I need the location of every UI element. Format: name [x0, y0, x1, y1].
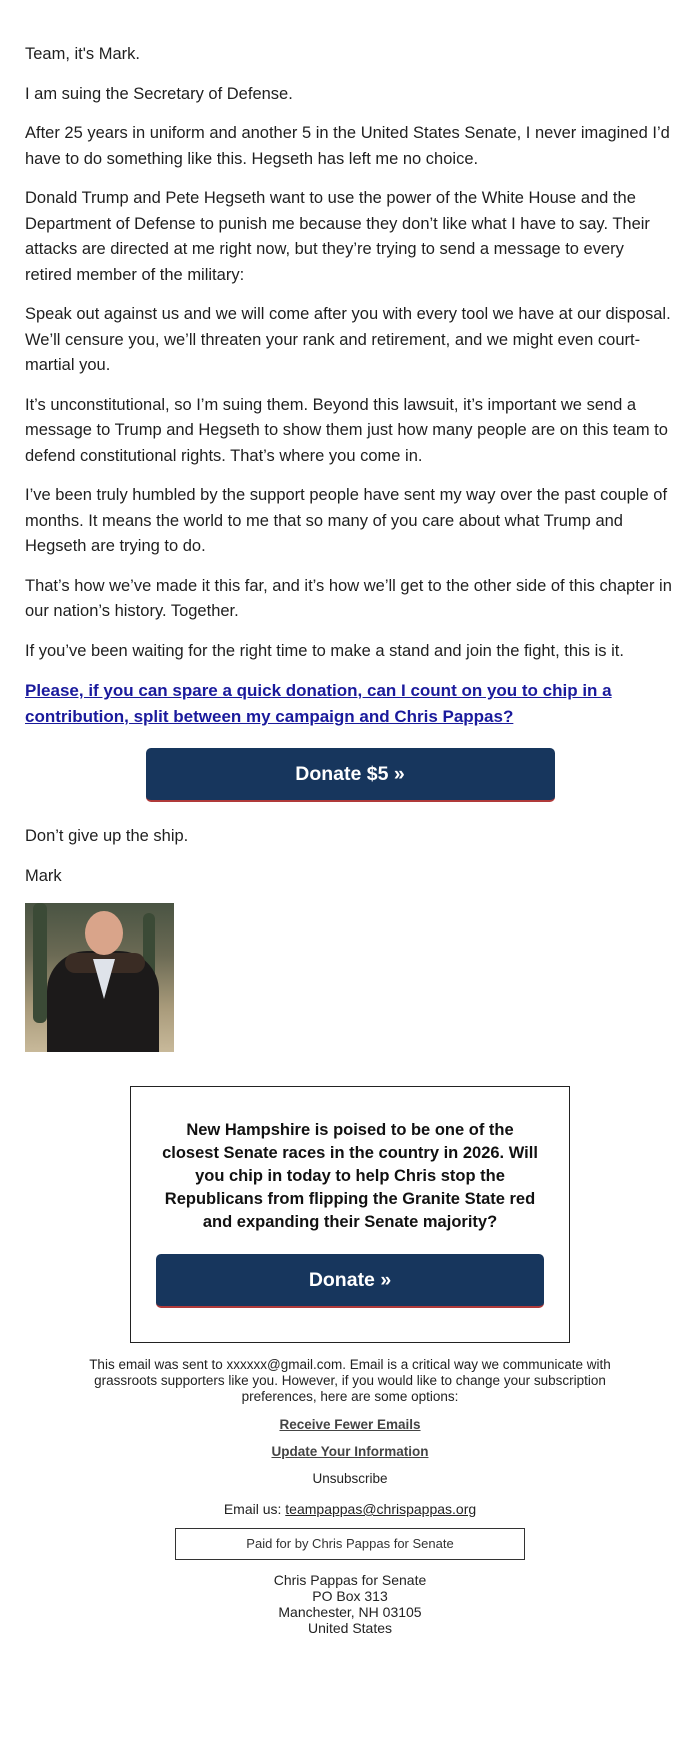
mailing-address: [0, 1572, 700, 1636]
donate-row: [156, 1254, 544, 1308]
email-address-link[interactable]: teampappas@chrispappas.org: [285, 1501, 477, 1517]
address-line: Chris Pappas for Senate: [273, 1572, 427, 1588]
footer-email: [0, 1501, 700, 1517]
footer-notice: This email was sent to xxxxxx@gmail.com. Email is a critical way we communicate with grassroots supporters like you. However, if you would like to change your subscription preferences, here are some options:: [89, 1357, 611, 1404]
donate-button[interactable]: Donate »: [156, 1254, 544, 1308]
paragraph: After 25 years in uniform and another 5 in the United States Senate, I never imagined I’d have to do something like this. Hegseth has left me no choice.: [25, 124, 670, 168]
signoff: Don’t give up the ship.: [25, 827, 189, 845]
paragraph: That’s how we’ve made it this far, and it’s how we’ll get to the other side of this chapter in our nation’s history. Together.: [25, 576, 672, 620]
greeting: Team, it's Mark.: [25, 45, 141, 63]
email-prefix: Email us:: [223, 1501, 286, 1517]
paragraph: I’ve been truly humbled by the support people have sent my way over the past couple of months. It means the world to me that so many of you care about what Trump and Hegseth are trying to do.: [25, 486, 668, 555]
signature-photo: [25, 903, 174, 1052]
donate-5-row: [25, 748, 675, 802]
cactus-shape: [33, 903, 47, 1023]
paragraph: I am suing the Secretary of Defense.: [25, 84, 293, 103]
paragraph: Speak out against us and we will come after you with every tool we have at our disposal. We’ll censure you, we’ll threaten your rank and retirement, and we might even court-martial you.: [25, 305, 671, 374]
unsubscribe-link[interactable]: Unsubscribe: [312, 1471, 388, 1486]
address-line: Manchester, NH 03105: [278, 1604, 422, 1620]
paragraph: Donald Trump and Pete Hegseth want to use the power of the White House and the Department of Defense to punish me because they don’t like what I have to say. Their attacks are directed at me right now, but they’re trying to send a message to every retired member of the military:: [25, 189, 650, 284]
address-line: PO Box 313: [312, 1588, 388, 1604]
person-head: [85, 911, 123, 955]
receive-fewer-emails-link[interactable]: Receive Fewer Emails: [279, 1417, 421, 1432]
appeal-text: New Hampshire is poised to be one of the closest Senate races in the country in 2026. Will you chip in today to help Chris stop the Republicans from flipping the Granite State red and expanding their Senate majority?: [162, 1121, 538, 1231]
donation-cta-link[interactable]: Please, if you can spare a quick donation, can I count on you to chip in a contribution, split between my campaign and Chris Pappas?: [25, 681, 612, 726]
paid-for-box: Paid for by Chris Pappas for Senate: [175, 1528, 525, 1560]
donate-5-button[interactable]: Donate $5 »: [146, 748, 555, 802]
update-information-link[interactable]: Update Your Information: [271, 1444, 429, 1459]
footer: [0, 1343, 700, 1636]
paragraph: If you’ve been waiting for the right time to make a stand and join the fight, this is it.: [25, 641, 624, 660]
address-line: United States: [307, 1620, 393, 1636]
paragraph: It’s unconstitutional, so I’m suing them. Beyond this lawsuit, it’s important we send a message to Trump and Hegseth to show them just how many people are on this team to defend constitutional rights. That’s where you come in.: [25, 395, 668, 465]
appeal-box: [130, 1086, 570, 1343]
signature: Mark: [25, 866, 62, 885]
